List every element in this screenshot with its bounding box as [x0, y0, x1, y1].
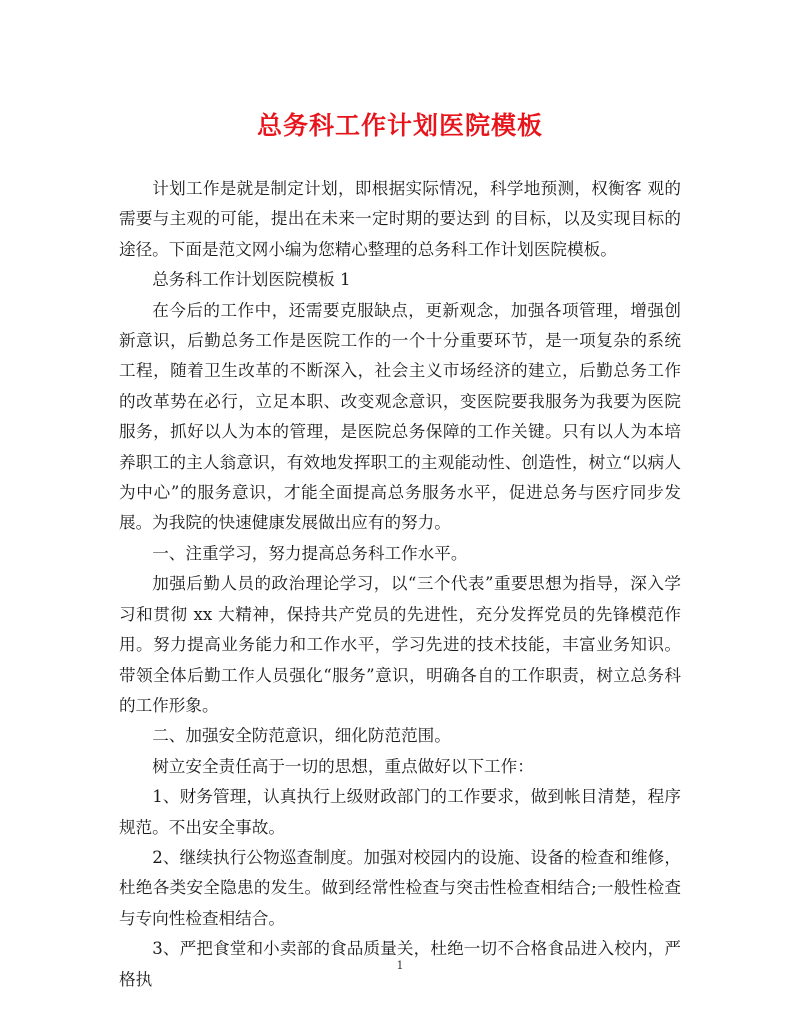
- document-body: [119, 174, 681, 995]
- list-item-food-safety: 3、严把食堂和小卖部的食品质量关，杜绝一切不合格食品进入校内，严格执: [119, 939, 681, 989]
- list-item-inspection: 2、继续执行公物巡查制度。加强对校园内的设施、设备的检查和维修，杜绝各类安全隐患的发生。做到经常性检查与突击性检查相结合;一般性检查与专向性检查相结合。: [119, 847, 681, 928]
- document-title: 总务科工作计划医院模板: [256, 111, 543, 140]
- paragraph-intro: 计划工作是就是制定计划，即根据实际情况，科学地预测，权衡客 观的需要与主观的可能，提出在未来一定时期的要达到 的目标，以及实现目标的途径。下面是范文网小编为您精心整理的总务科工作计划医院模板。: [119, 179, 681, 259]
- paragraph-template-heading: 总务科工作计划医院模板 1: [152, 270, 351, 290]
- page-number: 1: [396, 959, 404, 972]
- section-heading-study: 一、注重学习，努力提高总务科工作水平。: [152, 543, 468, 563]
- paragraph-safety-intro: 树立安全责任高于一切的思想，重点做好以下工作：: [152, 756, 534, 776]
- paragraph-overview: 在今后的工作中，还需要克服缺点，更新观念，加强各项管理，增强创新意识，后勤总务工作是医院工作的一个十分重要环节，是一项复杂的系统工程，随着卫生改革的不断深入，社会主义市场经济的建立，后勤总务工作的改革势在必行，立足本职、改变观念意识，变医院要我服务为我要为医院服务，抓好以人为本的管理，是医院总务保障的工作关键。只有以人为本培养职工的主人翁意识，有效地发挥职工的主观能动性、创造性，树立“以病人为中心”的服务意识，才能全面提高总务服务水平，促进总务与医疗同步发展。为我院的快速健康发展做出应有的努力。: [119, 300, 681, 533]
- section-heading-safety: 二、加强安全防范意识，细化防范范围。: [152, 726, 451, 746]
- list-item-finance: 1、财务管理，认真执行上级财政部门的工作要求，做到帐目清楚，程序规范。不出安全事故。: [119, 787, 681, 837]
- paragraph-study: 加强后勤人员的政治理论学习，以“三个代表”重要思想为指导，深入学习和贯彻 xx 大精神，保持共产党员的先进性，充分发挥党员的先锋模范作用。努力提高业务能力和工作水平，学习先进的技术技能，丰富业务知识。带领全体后勤工作人员强化“服务”意识，明确各自的工作职责，树立总务科的工作形象。: [119, 574, 681, 715]
